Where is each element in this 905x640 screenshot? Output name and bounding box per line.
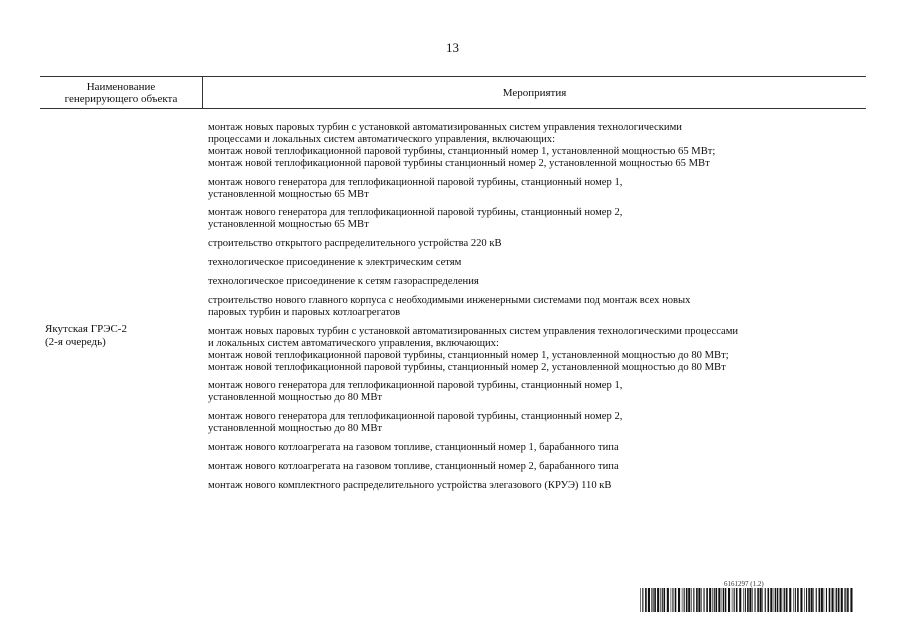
measure-line: монтаж нового комплектного распределительного устройства элегазового (КРУЭ) 110 кВ xyxy=(208,479,612,491)
barcode-bar xyxy=(850,588,852,612)
measure-line: монтаж новых паровых турбин с установкой автоматизированных систем управления технологическими процессами xyxy=(208,325,739,337)
header-measures: Мероприятия xyxy=(502,86,567,99)
measure-item xyxy=(208,177,868,201)
barcode-bar xyxy=(808,588,810,612)
measure-line: и локальных систем автоматического управления, включающих: xyxy=(208,337,499,349)
barcode-bar xyxy=(757,588,759,612)
barcode-bar xyxy=(770,588,772,612)
barcode-bar xyxy=(755,588,756,612)
barcode-bar xyxy=(775,588,776,612)
barcode-bar xyxy=(657,588,659,612)
barcode-bar xyxy=(640,588,641,612)
measure-line: монтаж нового котлоагрегата на газовом топливе, станционный номер 1, барабанного типа xyxy=(208,442,619,454)
measures-list xyxy=(208,122,868,499)
measure-line: технологическое присоединение к электрическим сетям xyxy=(208,257,462,269)
barcode-bar xyxy=(813,588,814,612)
barcode-bar xyxy=(712,588,713,612)
barcode-bar xyxy=(845,588,846,612)
header-object-name xyxy=(40,77,203,108)
measure-line: установленной мощностью 65 МВт xyxy=(208,219,369,231)
barcode-bar xyxy=(829,588,831,612)
barcode-bar xyxy=(696,588,698,612)
barcode-bar xyxy=(780,588,782,612)
measure-item xyxy=(208,326,868,374)
barcode-bar xyxy=(762,588,763,612)
measure-line: монтаж нового генератора для теплофикационной паровой турбины, станционный номер 1, xyxy=(208,380,623,392)
measure-item xyxy=(208,480,868,492)
barcode-bar xyxy=(709,588,711,612)
barcode-bar xyxy=(739,588,741,612)
barcode-bar xyxy=(783,588,784,612)
page-number: 13 xyxy=(446,40,459,55)
barcode-bar xyxy=(682,588,683,612)
barcode-bar xyxy=(734,588,735,612)
barcode-bar xyxy=(836,588,837,612)
barcode-bar xyxy=(723,588,724,612)
measure-line: монтаж нового генератора для теплофикационной паровой турбины, станционный номер 2, xyxy=(208,207,623,219)
barcode-bar xyxy=(749,588,751,612)
barcode-bar xyxy=(824,588,825,612)
barcode-bar xyxy=(752,588,753,612)
barcode-bar xyxy=(806,588,807,612)
barcode-bar xyxy=(672,588,673,612)
measure-item xyxy=(208,207,868,231)
measure-line: монтаж новой теплофикационной паровой турбины, станционный номер 2, установленной мощностью до 80 МВт xyxy=(208,361,726,373)
measure-item xyxy=(208,411,868,435)
barcode-bar xyxy=(728,588,730,612)
barcode-bar xyxy=(645,588,647,612)
measure-item xyxy=(208,276,868,288)
barcode-bar xyxy=(686,588,688,612)
measure-line: строительство открытого распределительного устройства 220 кВ xyxy=(208,238,502,250)
barcode-bar xyxy=(706,588,708,612)
barcode-bar xyxy=(745,588,746,612)
object-name-cell xyxy=(45,323,195,349)
barcode-bar xyxy=(784,588,785,612)
barcode-icon xyxy=(640,588,856,612)
header-object-name-line-2: генерирующего объекта xyxy=(64,92,178,105)
barcode-bar xyxy=(714,588,715,612)
barcode-bar xyxy=(838,588,840,612)
measure-line: строительство нового главного корпуса с необходимыми инженерными системами под монтаж всех новых xyxy=(208,294,691,306)
barcode-label: 6161297 (1.2) xyxy=(724,580,764,588)
barcode-bar xyxy=(847,588,849,612)
barcode-bar xyxy=(841,588,843,612)
barcode-bar xyxy=(654,588,656,612)
table-header xyxy=(40,76,866,109)
barcode-bar xyxy=(678,588,680,612)
barcode-bar xyxy=(777,588,779,612)
measure-line: монтаж нового генератора для теплофикационной паровой турбины, станционный номер 2, xyxy=(208,411,623,423)
measure-line: монтаж новой теплофикационной паровой турбины, станционный номер 1, установленной мощностью 65 МВт; xyxy=(208,145,716,157)
barcode-bar xyxy=(768,588,770,612)
barcode-bar xyxy=(793,588,794,612)
barcode-bar xyxy=(675,588,677,612)
barcode-bar xyxy=(693,588,694,612)
barcode-bar xyxy=(816,588,817,612)
barcode-bar xyxy=(667,588,669,612)
barcode-bar xyxy=(664,588,666,612)
barcode-bar xyxy=(691,588,692,612)
barcode-bar xyxy=(821,588,823,612)
barcode-bar xyxy=(662,588,663,612)
barcode-bar xyxy=(747,588,749,612)
barcode-bar xyxy=(653,588,654,612)
barcode-bar xyxy=(804,588,805,612)
measure-line: монтаж нового генератора для теплофикационной паровой турбины, станционный номер 1, xyxy=(208,176,623,188)
measure-item xyxy=(208,461,868,473)
barcode-bar xyxy=(774,588,775,612)
barcode-bar xyxy=(800,588,802,612)
barcode-bar xyxy=(701,588,702,612)
barcode-bar xyxy=(832,588,834,612)
measure-item xyxy=(208,257,868,269)
object-name-line-2: (2-я очередь) xyxy=(45,336,106,348)
measure-item xyxy=(208,442,868,454)
barcode-bar xyxy=(718,588,720,612)
barcode-bar xyxy=(765,588,766,612)
barcode-bar xyxy=(760,588,762,612)
barcode-bar xyxy=(795,588,796,612)
measure-line: технологическое присоединение к сетям газораспределения xyxy=(208,276,479,288)
measure-item xyxy=(208,380,868,404)
barcode-bar xyxy=(826,588,827,612)
barcode-bar xyxy=(732,588,733,612)
header-object-name-line-1: Наименование xyxy=(86,80,156,93)
barcode-bar xyxy=(716,588,718,612)
barcode-bar xyxy=(736,588,738,612)
barcode-bar xyxy=(811,588,813,612)
measure-line: монтаж новых паровых турбин с установкой автоматизированных систем управления технологическими xyxy=(208,122,682,133)
measure-line: процессами и локальных систем автоматического управления, включающих: xyxy=(208,133,556,145)
barcode-bar xyxy=(835,588,836,612)
barcode-bar xyxy=(660,588,661,612)
barcode-bar xyxy=(671,588,672,612)
barcode-bar xyxy=(844,588,845,612)
barcode-bar xyxy=(704,588,705,612)
barcode-bar xyxy=(725,588,727,612)
barcode-bar xyxy=(786,588,788,612)
barcode-bar xyxy=(684,588,685,612)
barcode-bar xyxy=(642,588,643,612)
measure-line: монтаж нового котлоагрегата на газовом топливе, станционный номер 2, барабанного типа xyxy=(208,460,619,472)
measure-line: монтаж новой теплофикационной паровой турбины станционный номер 2, установленной мощностью 65 МВт xyxy=(208,157,710,169)
measure-line: установленной мощностью 65 МВт xyxy=(208,188,369,200)
measure-line: паровых турбин и паровых котлоагрегатов xyxy=(208,306,401,318)
measure-line: установленной мощностью до 80 МВт xyxy=(208,392,383,404)
barcode-bar xyxy=(722,588,723,612)
barcode-bar xyxy=(648,588,650,612)
measure-item xyxy=(208,238,868,250)
measure-item xyxy=(208,295,868,319)
barcode-bar xyxy=(651,588,652,612)
barcode-bar xyxy=(688,588,690,612)
measure-line: монтаж новой теплофикационной паровой турбины, станционный номер 1, установленной мощностью до 80 МВт; xyxy=(208,349,729,361)
barcode-bar xyxy=(819,588,821,612)
measure-item xyxy=(208,122,868,170)
barcode-bar xyxy=(789,588,791,612)
barcode-bar xyxy=(698,588,700,612)
barcode-bar xyxy=(743,588,744,612)
object-name-line-1: Якутская ГРЭС-2 xyxy=(45,323,127,335)
barcode-bar xyxy=(797,588,799,612)
measure-line: установленной мощностью до 80 МВт xyxy=(208,423,383,435)
